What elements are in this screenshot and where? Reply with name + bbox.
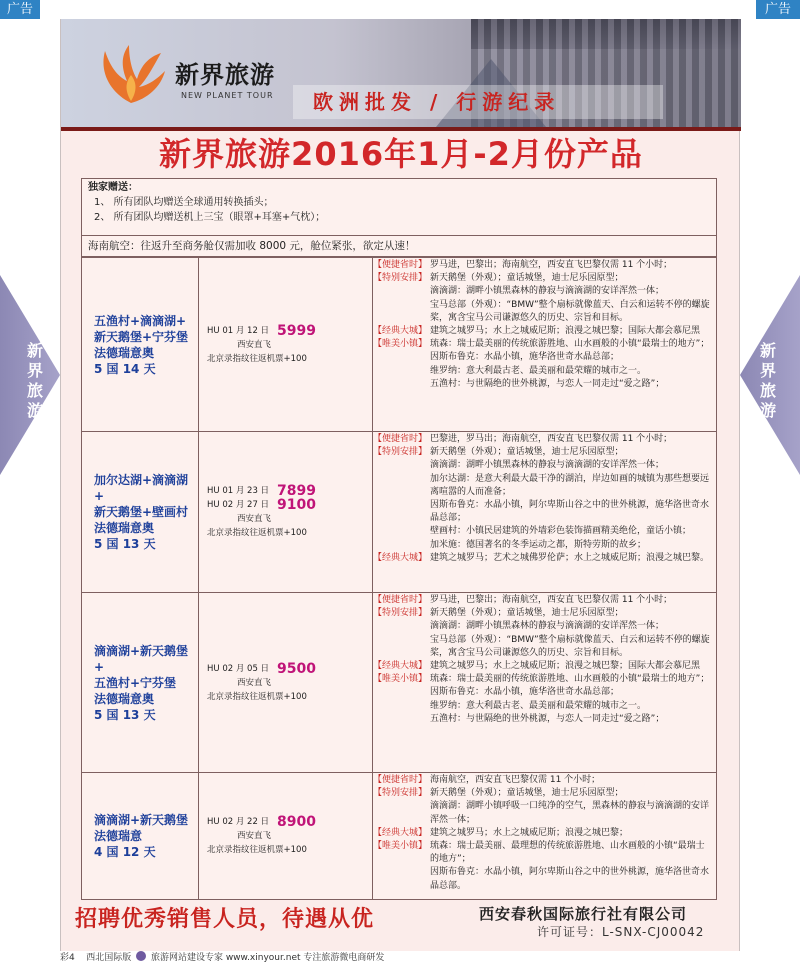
departure-info — [199, 258, 373, 431]
upgrade-notice: 海南航空：往返升至商务舱仅需加收 8000 元，舱位紧张，欲定从速！ — [82, 236, 716, 258]
itinerary-tag: 【经典大城】 — [373, 827, 428, 838]
itinerary-tag: 【便捷省时】 — [373, 595, 428, 605]
route-name: 加尔达湖+滴滴湖+ 新天鹅堡+壁画村 法德瑞意奥 5 国 13 天 — [82, 432, 199, 592]
itinerary-tag — [373, 473, 430, 499]
itinerary-line — [373, 686, 712, 699]
itinerary-line — [373, 338, 712, 351]
ticket-note: 北京录指纹往返机票+100 — [207, 845, 307, 855]
itinerary-line — [373, 607, 712, 620]
agency-name: 西安春秋国际旅行社有限公司 — [479, 905, 688, 923]
itinerary-tag: 【经典大城】 — [373, 326, 428, 337]
itinerary-tag — [373, 866, 430, 892]
price: 5999 — [277, 322, 316, 339]
itinerary-text: 维罗纳：意大利最古老、最美丽和最荣耀的城市之一。 — [430, 365, 647, 376]
itinerary-line — [373, 774, 712, 787]
departure-city: 西安直飞 — [237, 514, 272, 524]
itinerary-text: 海南航空，西安直飞巴黎仅需 11 个小时； — [430, 775, 601, 785]
recruit-banner: 招聘优秀销售人员，待遇从优 — [75, 907, 375, 932]
itinerary-line — [373, 800, 712, 826]
itinerary-tag: 【唯美小镇】 — [373, 339, 428, 350]
sponsor-logo-icon — [136, 951, 146, 961]
itinerary-line — [373, 525, 712, 538]
side-label-left: 新 界 旅 游 — [26, 341, 43, 420]
itinerary-text: 因斯布鲁克：水晶小镇，施华洛世奇水晶总部； — [430, 687, 620, 698]
itinerary-text: 琉森：瑞士最美丽、最理想的传统旅游胜地、山水画般的小镇“最瑞士的地方”； — [430, 841, 705, 865]
ad-tag-right: 广告 — [756, 0, 800, 19]
product-row — [82, 593, 716, 773]
ticket-note: 北京录指纹往返机票+100 — [207, 353, 307, 364]
route-name: 滴滴湖+新天鹅堡 法德瑞意 4 国 12 天 — [82, 773, 199, 899]
itinerary-text: 建筑之城罗马；艺术之城佛罗伦萨；水上之城威尼斯；浪漫之城巴黎。 — [430, 552, 710, 563]
itinerary-line — [373, 272, 712, 285]
product-row — [82, 773, 716, 899]
itinerary-tag — [373, 539, 430, 552]
itinerary-text: 建筑之城罗马；水上之城威尼斯；浪漫之城巴黎；国际大都会慕尼黑 — [430, 661, 701, 672]
itinerary-text: 因斯布鲁克：水晶小镇，施华洛世奇水晶总部； — [430, 352, 620, 363]
itinerary-text: 滴滴湖：湖畔小镇呼吸一口纯净的空气，黑森林的静寂与滴滴湖的安详浑然一体； — [430, 801, 710, 825]
itinerary-line — [373, 634, 712, 660]
price: 9100 — [277, 497, 316, 513]
itinerary-tag: 【经典大城】 — [373, 661, 428, 672]
itinerary-line — [373, 433, 712, 446]
itinerary-details — [373, 432, 716, 592]
ticket-note: 北京录指纹往返机票+100 — [207, 691, 307, 702]
itinerary-tag — [373, 299, 430, 325]
license-number: 许可证号：L-SNX-CJ00042 — [537, 925, 705, 939]
itinerary-tag: 【便捷省时】 — [373, 434, 428, 444]
itinerary-tag — [373, 499, 430, 525]
itinerary-tag: 【特别安排】 — [373, 447, 428, 458]
itinerary-line — [373, 285, 712, 298]
itinerary-tag — [373, 700, 430, 713]
itinerary-text: 建筑之城罗马；水上之城威尼斯；浪漫之城巴黎；国际大都会慕尼黑 — [430, 326, 701, 337]
itinerary-text: 五渔村：与世隔绝的世外桃源，与恋人一同走过“爱之路”； — [430, 713, 665, 724]
departure-date: HU 01 月 23 日 — [207, 486, 270, 496]
gift-heading: 独家赠送： — [88, 182, 138, 193]
itinerary-tag — [373, 285, 430, 298]
itinerary-text: 滴滴湖：湖畔小镇黑森林的静寂与滴滴湖的安详浑然一体； — [430, 286, 665, 297]
itinerary-line — [373, 840, 712, 866]
itinerary-line — [373, 259, 712, 272]
itinerary-line — [373, 539, 712, 552]
itinerary-line — [373, 499, 712, 525]
sponsor-text: 旅游网站建设专家 www.xinyour.net 专注旅游微电商研发 — [150, 953, 385, 963]
departure-info — [199, 593, 373, 772]
itinerary-line — [373, 594, 712, 607]
itinerary-line — [373, 787, 712, 800]
itinerary-tag — [373, 459, 430, 472]
itinerary-text: 新天鹅堡（外观）；童话城堡，迪士尼乐园原型； — [430, 608, 624, 619]
itinerary-tag — [373, 800, 430, 826]
itinerary-tag: 【特别安排】 — [373, 273, 428, 284]
ad-page — [60, 19, 740, 951]
departure-info — [199, 432, 373, 592]
itinerary-line — [373, 378, 712, 391]
divider — [61, 127, 741, 131]
side-tab-left — [0, 275, 60, 475]
itinerary-text: 因斯布鲁克：水晶小镇，阿尔卑斯山谷之中的世外桃源，施华洛世奇水晶总部。 — [430, 867, 710, 891]
product-table — [81, 178, 717, 900]
header-banner — [61, 19, 741, 127]
itinerary-text: 滴滴湖：湖畔小镇黑森林的静寂与滴滴湖的安详浑然一体； — [430, 460, 665, 471]
itinerary-text: 巴黎进，罗马出；海南航空，西安直飞巴黎仅需 11 个小时； — [430, 434, 673, 444]
edition-label: 西北国际版 — [86, 953, 132, 963]
departure-city: 西安直飞 — [237, 339, 272, 350]
departure-info — [199, 773, 373, 899]
itinerary-text: 壁画村：小镇民居建筑的外墙彩色装饰描画精美绝伦，童话小镇； — [430, 526, 692, 537]
itinerary-line — [373, 473, 712, 499]
page-title: 新界旅游2016年1月-2月份产品 — [159, 135, 643, 173]
itinerary-line — [373, 713, 712, 726]
itinerary-text: 加米施：德国著名的冬季运动之都，斯特劳斯的故乡； — [430, 539, 647, 550]
itinerary-text: 因斯布鲁克：水晶小镇，阿尔卑斯山谷之中的世外桃源，施华洛世奇水晶总部； — [430, 500, 710, 524]
ticket-note: 北京录指纹往返机票+100 — [207, 528, 307, 538]
departure-city: 西安直飞 — [237, 677, 272, 688]
itinerary-tag — [373, 365, 430, 378]
itinerary-text: 新天鹅堡（外观）；童话城堡，迪士尼乐园原型； — [430, 447, 624, 458]
price: 7899 — [277, 483, 316, 499]
itinerary-text: 罗马进，巴黎出；海南航空，西安直飞巴黎仅需 11 个小时； — [430, 260, 673, 270]
itinerary-details — [373, 773, 716, 899]
itinerary-tag: 【便捷省时】 — [373, 775, 428, 785]
gift-item: 2、 所有团队均赠送机上三宝（眼罩+耳塞+气枕）； — [94, 212, 326, 223]
itinerary-text: 建筑之城罗马；水上之城威尼斯；浪漫之城巴黎； — [430, 827, 629, 838]
brand-logo — [91, 43, 321, 107]
brand-name-en: NEW PLANET TOUR — [181, 91, 274, 100]
itinerary-tag: 【经典大城】 — [373, 552, 428, 563]
itinerary-tag — [373, 525, 430, 538]
phoenix-icon — [91, 43, 171, 107]
itinerary-line — [373, 827, 712, 840]
itinerary-text: 滴滴湖：湖畔小镇黑森林的静寂与滴滴湖的安详浑然一体； — [430, 621, 665, 632]
itinerary-tag: 【唯美小镇】 — [373, 841, 428, 852]
itinerary-tag: 【特别安排】 — [373, 788, 428, 799]
itinerary-text: 新天鹅堡（外观）；童话城堡，迪士尼乐园原型； — [430, 788, 624, 799]
itinerary-tag — [373, 713, 430, 726]
departure-date: HU 01 月 12 日 — [207, 325, 270, 336]
itinerary-text: 五渔村：与世隔绝的世外桃源，与恋人一同走过“爱之路”； — [430, 378, 665, 389]
departure-date: HU 02 月 22 日 — [207, 817, 270, 827]
itinerary-text: 罗马进，巴黎出；海南航空，西安直飞巴黎仅需 11 个小时； — [430, 595, 673, 605]
itinerary-tag — [373, 686, 430, 699]
itinerary-line — [373, 866, 712, 892]
itinerary-line — [373, 459, 712, 472]
product-row — [82, 258, 716, 432]
product-row — [82, 432, 716, 593]
itinerary-text: 新天鹅堡（外观）；童话城堡，迪士尼乐园原型； — [430, 273, 624, 284]
itinerary-text: 琉森：瑞士最美丽的传统旅游胜地、山水画般的小镇“最瑞士的地方”； — [430, 339, 710, 350]
departure-date: HU 02 月 05 日 — [207, 663, 270, 674]
itinerary-text: 维罗纳：意大利最古老、最美丽和最荣耀的城市之一。 — [430, 700, 647, 711]
itinerary-tag — [373, 378, 430, 391]
itinerary-line — [373, 299, 712, 325]
price: 8900 — [277, 814, 316, 830]
brand-name: 新界旅游 — [175, 61, 275, 89]
gift-item: 1、 所有团队均赠送全球通用转换插头； — [94, 197, 274, 208]
itinerary-line — [373, 620, 712, 633]
itinerary-line — [373, 552, 712, 565]
departure-city: 西安直飞 — [237, 831, 272, 841]
itinerary-line — [373, 660, 712, 673]
route-name: 滴滴湖+新天鹅堡+ 五渔村+宁芬堡 法德瑞意奥 5 国 13 天 — [82, 593, 199, 772]
itinerary-line — [373, 365, 712, 378]
route-name: 五渔村+滴滴湖+ 新天鹅堡+宁芬堡 法德瑞意奥 5 国 14 天 — [82, 258, 199, 431]
itinerary-tag: 【便捷省时】 — [373, 260, 428, 270]
page-number: 彩4 — [60, 953, 75, 963]
slogan: 欧洲批发 / 行游纪录 — [293, 85, 663, 119]
itinerary-line — [373, 446, 712, 459]
itinerary-text: 琉森：瑞士最美丽的传统旅游胜地、山水画般的小镇“最瑞士的地方”； — [430, 674, 710, 685]
itinerary-line — [373, 325, 712, 338]
ad-tag-left: 广告 — [0, 0, 40, 19]
itinerary-tag — [373, 634, 430, 660]
itinerary-tag: 【特别安排】 — [373, 608, 428, 619]
itinerary-tag: 【唯美小镇】 — [373, 674, 428, 685]
itinerary-line — [373, 351, 712, 364]
side-label-right: 新 界 旅 游 — [759, 341, 776, 420]
departure-date: HU 02 月 27 日 — [207, 500, 270, 510]
page-footer — [60, 951, 740, 965]
itinerary-text: 加尔达湖：是意大利最大最干净的湖泊，岸边如画的城镇为那些想要远离喧嚣的人而准备； — [430, 473, 710, 497]
itinerary-line — [373, 673, 712, 686]
price: 9500 — [277, 660, 316, 677]
gift-box — [82, 179, 716, 236]
side-tab-right — [740, 275, 800, 475]
itinerary-details — [373, 258, 716, 431]
itinerary-tag — [373, 351, 430, 364]
itinerary-tag — [373, 620, 430, 633]
itinerary-text: 宝马总部（外观）：“BMW”整个扇标就像蓝天、白云和运转不停的螺旋桨，寓含宝马公司谦源悠久的历史、宗旨和目标。 — [430, 634, 710, 658]
itinerary-text: 宝马总部（外观）：“BMW”整个扇标就像蓝天、白云和运转不停的螺旋桨，寓含宝马公司谦源悠久的历史、宗旨和目标。 — [430, 299, 710, 323]
itinerary-details — [373, 593, 716, 772]
itinerary-line — [373, 700, 712, 713]
